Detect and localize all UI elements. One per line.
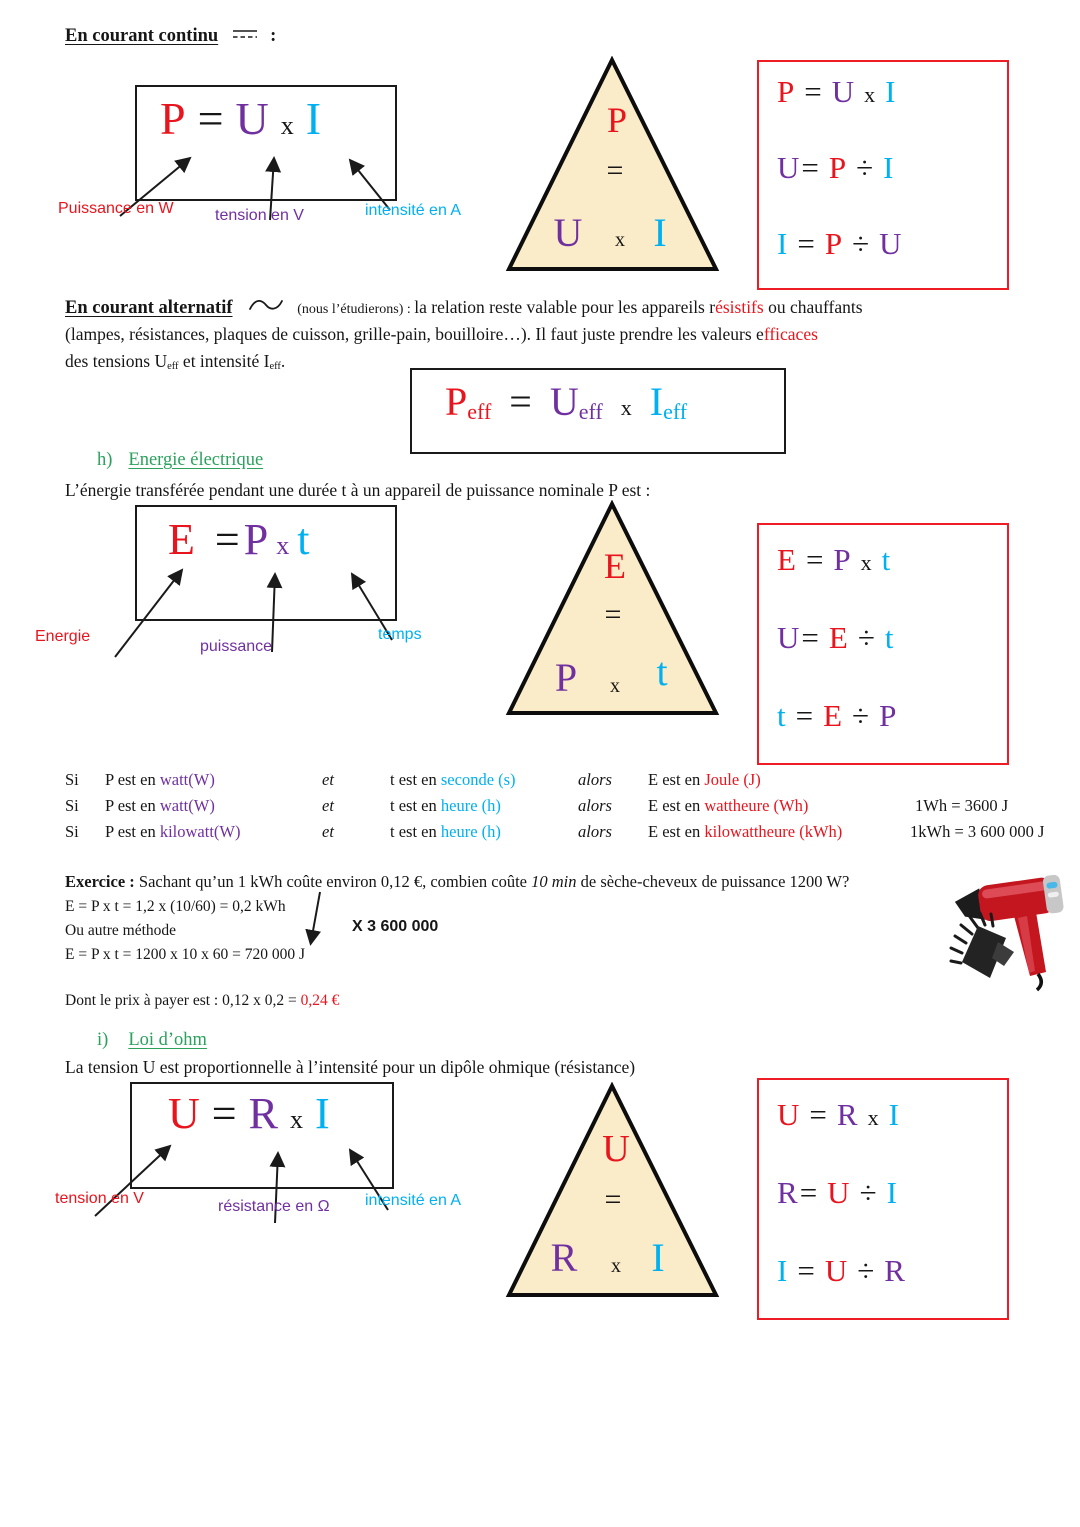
- ohm-tri-x: x: [611, 1255, 621, 1277]
- tok: U: [824, 1253, 848, 1288]
- unit-alors: alors: [578, 770, 612, 789]
- energie-summary-box: [757, 523, 1009, 765]
- tok: =: [804, 74, 822, 109]
- ac-line1: [65, 294, 863, 323]
- tok: I: [883, 150, 894, 185]
- tok: =: [805, 542, 824, 577]
- energie-formula-E: E: [168, 515, 195, 564]
- energie-tri-P: P: [554, 655, 578, 700]
- ac-text-2: (lampes, résistances, plaques de cuisson, grille-pain, bouilloire…). Il faut juste prendre les valeurs e: [65, 324, 764, 344]
- tok: I: [888, 1097, 899, 1132]
- peff-eq: =: [509, 379, 532, 424]
- dc-label-intensite: intensité en A: [365, 202, 462, 219]
- tok: =: [801, 620, 819, 655]
- energie-label-temps: temps: [378, 626, 422, 643]
- tok: U: [879, 226, 902, 261]
- tok: t: [777, 698, 786, 733]
- exercice-question: [65, 872, 849, 892]
- ohm-index: i): [97, 1030, 109, 1050]
- energie-index: h): [97, 450, 113, 470]
- peff-formula: [445, 378, 687, 425]
- energie-summary-line3: [777, 698, 896, 734]
- tok: t: [881, 542, 891, 577]
- energie-heading: [97, 450, 263, 471]
- exercice-duration: 10 min: [531, 872, 577, 891]
- ohm-formula-x: x: [289, 1105, 303, 1134]
- tok: R: [884, 1253, 905, 1288]
- energie-formula-t: t: [297, 515, 310, 564]
- exercice-alt-method: Ou autre méthode: [65, 922, 177, 939]
- dc-label-tension: tension en V: [215, 207, 304, 224]
- tok: I: [777, 1253, 788, 1288]
- ac-text-1: la relation reste valable pour les appareils r: [414, 297, 716, 317]
- tok: t: [884, 620, 894, 655]
- dc-symbol-icon: [230, 28, 260, 40]
- ohm-tri-I: I: [651, 1235, 665, 1280]
- ohm-summary-line1: [777, 1097, 899, 1133]
- energie-formula-eq: =: [214, 515, 240, 564]
- unit-et: et: [322, 796, 334, 815]
- hair-dryer-image: [948, 866, 1076, 994]
- ohm-formula-R: R: [248, 1089, 278, 1138]
- dc-summary-line3: [777, 226, 901, 262]
- tok: =: [809, 1097, 827, 1132]
- tok: =: [799, 1175, 818, 1210]
- ohm-tri-U: U: [602, 1128, 630, 1170]
- dc-summary-box: [757, 60, 1009, 290]
- tok: ÷: [856, 150, 874, 185]
- tok: U: [777, 620, 800, 655]
- dc-tri-U: U: [553, 210, 583, 255]
- unit-alors: alors: [578, 796, 612, 815]
- tok: ÷: [857, 620, 875, 655]
- unit-p: P est en watt(W): [105, 770, 215, 789]
- energie-heading-text: Energie électrique: [128, 450, 264, 470]
- ac-text-resistifs: ésistifs: [715, 297, 764, 317]
- dc-tri-I: I: [653, 210, 667, 255]
- ohm-label-resistance: résistance en Ω: [218, 1198, 330, 1215]
- peff-U-sub: eff: [578, 398, 603, 424]
- tok: x: [864, 82, 876, 107]
- tok: R: [836, 1097, 858, 1132]
- tok: P: [879, 698, 897, 733]
- ohm-summary-line3: [777, 1253, 905, 1289]
- ac-sub-eff2: eff: [269, 360, 281, 372]
- energie-label-energie: Energie: [35, 628, 91, 645]
- peff-U: U: [549, 379, 579, 424]
- exercice-label: Exercice :: [65, 872, 135, 891]
- unit-si: Si: [65, 822, 79, 841]
- ohm-tri-R: R: [550, 1235, 578, 1280]
- ohm-heading: [97, 1030, 207, 1051]
- energie-formula-P: P: [243, 515, 269, 564]
- tok: P: [824, 226, 843, 261]
- peff-P-sub: eff: [467, 398, 492, 424]
- dc-heading-colon: :: [270, 26, 277, 46]
- energie-label-puissance: puissance: [200, 638, 273, 655]
- ohm-summary-line2: [777, 1175, 897, 1211]
- exercice-calc1: E = P x t = 1,2 x (10/60) = 0,2 kWh: [65, 898, 286, 915]
- energie-summary-line1: [777, 542, 890, 578]
- unit-p: P est en kilowatt(W): [105, 822, 241, 841]
- exercice-price-value: 0,24 €: [300, 992, 340, 1009]
- ac-line3: [65, 348, 285, 380]
- dc-summary-line2: [777, 150, 893, 186]
- ohm-tri-eq: =: [604, 1183, 622, 1216]
- unit-si: Si: [65, 770, 79, 789]
- energie-formula-x: x: [276, 531, 290, 560]
- dc-formula-U: U: [235, 93, 269, 144]
- tok: =: [801, 150, 819, 185]
- ac-note: (nous l’étudierons) :: [297, 302, 415, 317]
- tok: ÷: [852, 698, 870, 733]
- ohm-formula-I: I: [314, 1089, 330, 1138]
- tok: U: [777, 150, 800, 185]
- ohm-summary-box: [757, 1078, 1009, 1320]
- tok: x: [860, 550, 872, 575]
- dc-section-heading: [65, 26, 276, 47]
- energie-tri-t: t: [656, 649, 668, 694]
- unit-t: t est en seconde (s): [390, 770, 516, 789]
- ac-text-3a: des tensions U: [65, 351, 168, 371]
- ac-text-efficaces: fficaces: [763, 324, 818, 344]
- tok: I: [886, 1175, 897, 1210]
- ohm-intro: La tension U est proportionnelle à l’intensité pour un dipôle ohmique (résistance): [65, 1057, 636, 1077]
- exercice-price-text: Dont le prix à payer est : 0,12 x 0,2 =: [65, 992, 301, 1009]
- tok: P: [833, 542, 851, 577]
- dc-formula-I: I: [305, 93, 322, 144]
- dc-summary-line1: [777, 74, 895, 110]
- dc-label-puissance: Puissance en W: [58, 200, 174, 217]
- tok: ÷: [852, 226, 870, 261]
- dc-heading-text: En courant continu: [65, 26, 219, 46]
- unit-conversion: 1Wh = 3600 J: [915, 796, 1009, 815]
- dc-formula-x: x: [280, 111, 294, 140]
- energie-intro: L’énergie transférée pendant une durée t à un appareil de puissance nominale P est :: [65, 480, 651, 500]
- energie-tri-E: E: [604, 546, 626, 586]
- tok: U: [827, 1175, 850, 1210]
- tok: P: [828, 150, 847, 185]
- ohm-heading-text: Loi d’ohm: [128, 1030, 207, 1050]
- ac-text-1b: ou chauffants: [763, 297, 863, 317]
- peff-I-sub: eff: [663, 398, 688, 424]
- dc-tri-eq: =: [606, 154, 624, 187]
- tok: U: [831, 74, 855, 109]
- unit-e: E est en kilowattheure (kWh): [648, 822, 843, 841]
- unit-alors: alors: [578, 822, 612, 841]
- unit-si: Si: [65, 796, 79, 815]
- exercice-q2: de sèche-cheveux de puissance 1200 W?: [576, 872, 850, 891]
- unit-et: et: [322, 770, 334, 789]
- ac-heading-text: En courant alternatif: [65, 298, 233, 318]
- tok: =: [795, 698, 814, 733]
- tok: I: [777, 226, 788, 261]
- energie-tri-x: x: [610, 675, 620, 697]
- energie-tri-eq: =: [604, 598, 622, 631]
- ac-line2: [65, 321, 818, 348]
- tok: =: [797, 226, 815, 261]
- peff-P: P: [445, 379, 468, 424]
- ac-text-3c: .: [280, 351, 286, 371]
- tok: =: [797, 1253, 815, 1288]
- ohm-label-intensite: intensité en A: [365, 1192, 462, 1209]
- exercice-calc2: E = P x t = 1200 x 10 x 60 = 720 000 J: [65, 946, 306, 963]
- tok: I: [885, 74, 896, 109]
- ohm-formula-eq: =: [211, 1089, 237, 1138]
- tok: ÷: [857, 1253, 875, 1288]
- ac-text-3b: et intensité I: [178, 351, 270, 371]
- dc-tri-P: P: [606, 100, 628, 140]
- unit-p: P est en watt(W): [105, 796, 215, 815]
- exercice-multiplier: X 3 600 000: [352, 918, 439, 935]
- dc-formula-eq: =: [197, 93, 224, 144]
- ohm-label-tension: tension en V: [55, 1190, 144, 1207]
- peff-I: I: [649, 379, 664, 424]
- unit-e: E est en wattheure (Wh): [648, 796, 809, 815]
- dc-formula-P: P: [160, 93, 186, 144]
- tok: x: [867, 1105, 879, 1130]
- ac-wave-icon: [247, 297, 285, 315]
- tok: E: [823, 698, 843, 733]
- unit-t: t est en heure (h): [390, 822, 501, 841]
- tok: U: [777, 1097, 800, 1132]
- unit-conversion: 1kWh = 3 600 000 J: [910, 822, 1045, 841]
- energie-summary-line2: [777, 620, 893, 656]
- exercice-q1: Sachant qu’un 1 kWh coûte environ 0,12 €, combien coûte: [134, 872, 532, 891]
- ac-sub-eff1: eff: [167, 360, 179, 372]
- tok: E: [828, 620, 848, 655]
- exercice-price: [65, 992, 339, 1010]
- tok: E: [777, 542, 796, 577]
- dc-tri-x: x: [615, 229, 625, 251]
- unit-t: t est en heure (h): [390, 796, 501, 815]
- tok: ÷: [859, 1175, 877, 1210]
- tok: R: [777, 1175, 798, 1210]
- peff-x: x: [620, 395, 632, 420]
- exercice-down-arrow: [296, 888, 340, 954]
- ohm-formula-U: U: [168, 1089, 200, 1138]
- unit-et: et: [322, 822, 334, 841]
- unit-e: E est en Joule (J): [648, 770, 761, 789]
- tok: P: [777, 74, 795, 109]
